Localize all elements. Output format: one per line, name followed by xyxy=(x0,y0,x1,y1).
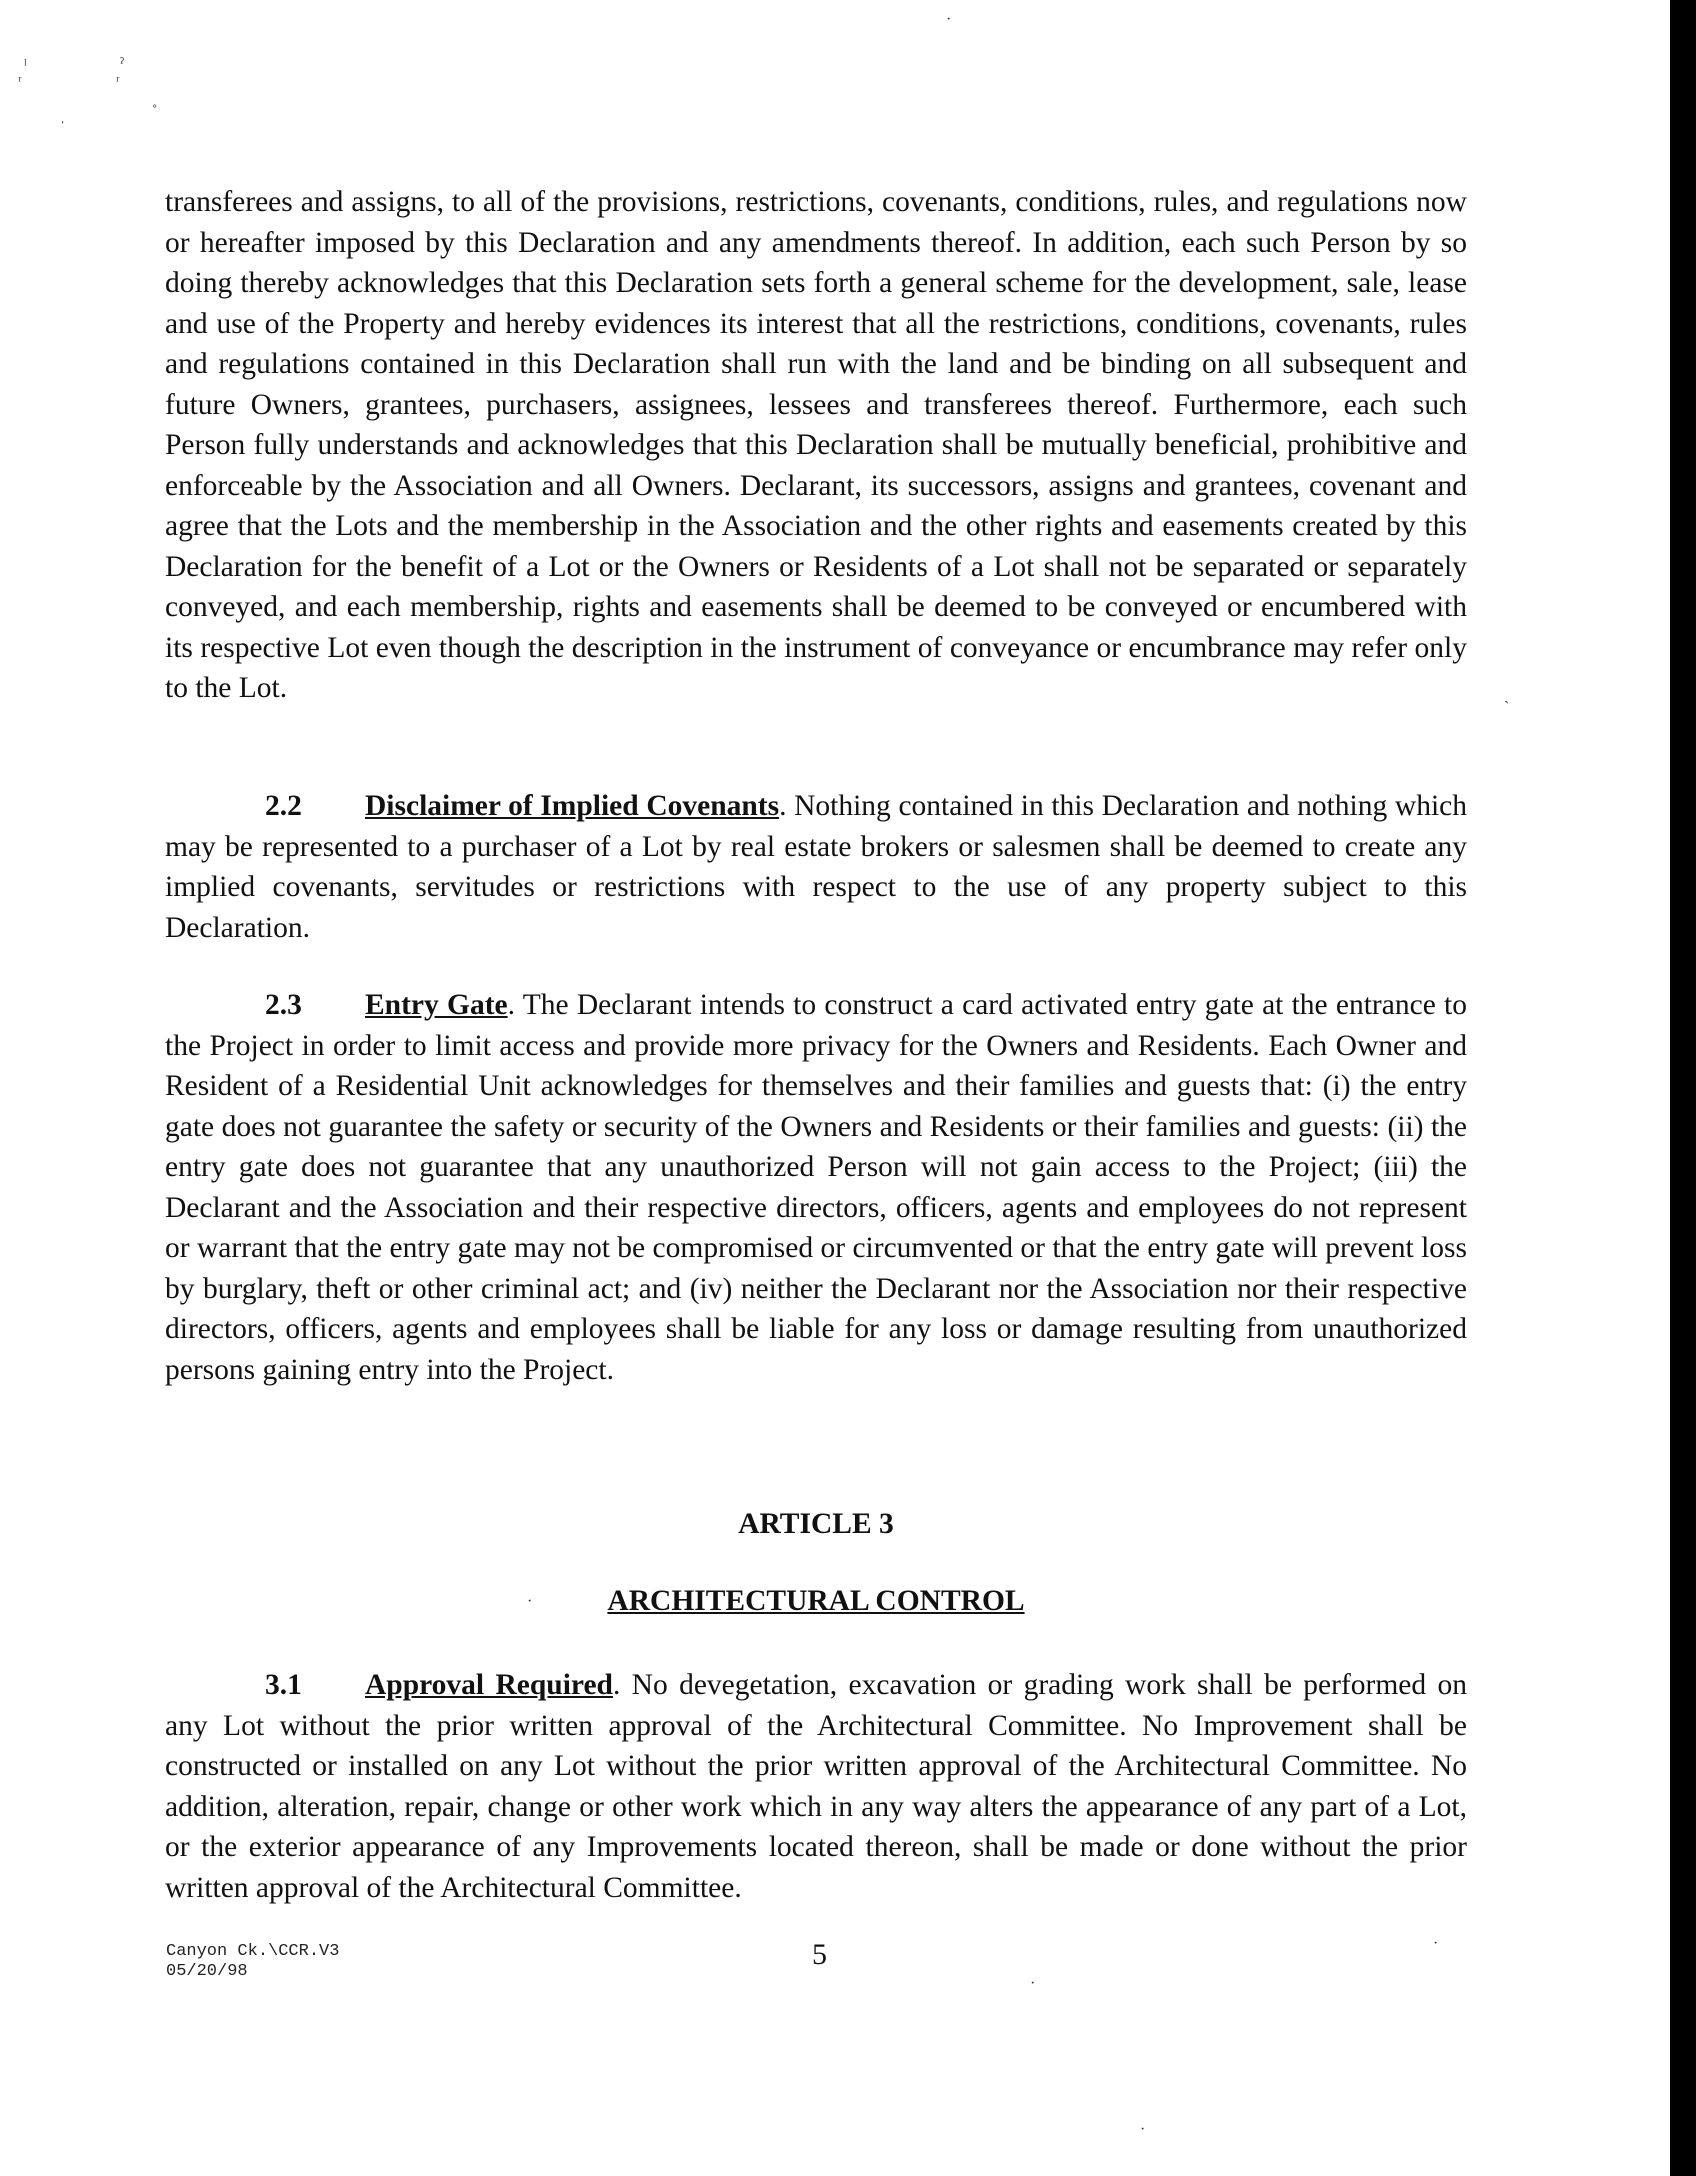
section-2-3-body: . The Declarant intends to construct a card activated entry gate at the entrance to the Project in order to limit access and provide more privacy for the Owners and Residents. Each Owner and Resident of a Residential Unit acknowledges for themselves and their families and guests that: (i) the entry gate does not guarantee the safety or security of the Owners and Residents or their families and guests: (ii) the entry gate does not guarantee that any unauthorized Person will not gain access to the Project; (iii) the Declarant and the Association and their respective directors, officers, agents and employees do not represent or warrant that the entry gate may not be compromised or circumvented or that the entry gate will prevent loss by burglary, theft or other criminal act; and (iv) neither the Declarant nor the Association nor their respective directors, officers, agents and employees shall be liable for any loss or damage resulting from unauthorized persons gaining entry into the Project. xyxy=(165,989,1467,1386)
article-heading: ARTICLE 3 xyxy=(738,1508,894,1540)
section-2-2-title: Disclaimer of Implied Covenants xyxy=(365,790,780,822)
paragraph-continuation: transferees and assigns, to all of the provisions, restrictions, covenants, conditions, rules, and regulations now or hereafter imposed by this Declaration and any amendments thereof. In addition, each such Person by so doing thereby acknowledges that this Declaration sets forth a general scheme for the development, sale, lease and use of the Property and hereby evidences its interest that all the restrictions, conditions, covenants, rules and regulations contained in this Declaration shall run with the land and be binding on all subsequent and future Owners, grantees, purchasers, assignees, lessees and transferees thereof. Furthermore, each such Person fully understands and acknowledges that this Declaration shall be mutually beneficial, prohibitive and enforceable by the Association and all Owners. Declarant, its successors, assigns and grantees, covenant and agree that the Lots and the membership in the Association and the other rights and easements created by this Declaration for the benefit of a Lot or the Owners or Residents of a Lot shall not be separated or separately conveyed, and each membership, rights and easements shall be deemed to be conveyed or encumbered with its respective Lot even though the description in the instrument of conveyance or encumbrance may refer only to the Lot. xyxy=(165,186,1467,704)
section-2-2-body: . Nothing contained in this Declaration and nothing which may be represented to a purchaser of a Lot by real estate brokers or salesmen shall be deemed to create any implied covenants, servitudes or restrictions with respect to the use of any property subject to this Declaration. xyxy=(165,790,1467,944)
article-title: ARCHITECTURAL CONTROL xyxy=(607,1585,1025,1617)
section-2-2-number: 2.2 xyxy=(265,790,302,822)
section-2-3-number: 2.3 xyxy=(265,989,302,1021)
section-2-3 xyxy=(165,985,1467,1390)
footer-file-reference xyxy=(166,1942,339,1982)
footer-file-ref-line1: Canyon Ck.\CCR.V3 xyxy=(166,1942,340,1961)
section-2-2 xyxy=(165,786,1467,948)
section-3-1 xyxy=(165,1665,1467,1908)
page-number: 5 xyxy=(812,1938,827,1971)
footer-file-ref-line2: 05/20/98 xyxy=(166,1962,248,1981)
section-3-1-body: . No devegetation, excavation or grading work shall be performed on any Lot without the prior written approval of the Architectural Committee. No Improvement shall be constructed or installed on any Lot without the prior written approval of the Architectural Committee. No addition, alteration, repair, change or other work which in any way alters the appearance of any part of a Lot, or the exterior appearance of any Improvements located thereon, shall be made or done without the prior written approval of the Architectural Committee. xyxy=(165,1669,1468,1904)
section-3-1-number: 3.1 xyxy=(265,1669,302,1701)
section-2-3-title: Entry Gate xyxy=(365,989,508,1021)
scan-edge-bar xyxy=(1670,0,1696,2176)
document-page: ˡ ˀ ʳ ʳ ˌ ˚ · ˎ · · · · transferees and assigns, to all of the provisions, restrictions, covenants, conditions, rules, and regulations now or hereafter imposed by this Declaration and any amendments thereof. In addition, each such Person by so doing thereby acknowledges that this Declaration sets forth a general scheme for the development, sale, lease and use of the Property and hereby evidences its interest that all the restrictions, conditions, covenants, rules and regulations contained in this Declaration shall run with the land and be binding on all subsequent and future Owners, grantees, purchasers, assignees, lessees and transferees thereof. Furthermore, each such Person fully understands and acknowledges that this Declaration shall be mutually beneficial, prohibitive and enforceable by the Association and all Owners. Declarant, its successors, assigns and grantees, covenant and agree that the Lots and the membership in the Association and the other rights and easements created by this Declaration for the benefit of a Lot or the Owners or Residents of a Lot shall not be separated or separately conveyed, and each membership, rights and easements shall be deemed to be conveyed or encumbered with its respective Lot even though the description in the instrument of conveyance or encumbrance may refer only to the Lot. 2.2 Disclaimer of Implied Covenants. Nothing contained in this Declaration and nothing which may be represented to a purchaser of a Lot by real estate brokers or salesmen shall be deemed to create any implied covenants, servitudes or restrictions with respect to the use of any property subject to this Declaration. 2.3 Entry Gate. The Declarant intends to construct a card activated entry gate at the entrance to the Project in order to limit access and provide more privacy for the Owners and Residents. Each Owner and Resident of a Residential Unit acknowledges for themselves and their families and guests that: (i) the entry gate does not guarantee the safety or security of the Owners and Residents or their families and guests: (ii) the entry gate does not guarantee that any unauthorized Person will not gain access to the Project; (iii) the Declarant and the Association and their respective directors, officers, agents and employees do not represent or warrant that the entry gate may not be compromised or circumvented or that the entry gate will prevent loss by burglary, theft or other criminal act; and (iv) neither the Declarant nor the Association nor their respective directors, officers, agents and employees shall be liable for any loss or damage resulting from unauthorized persons gaining entry into the Project. ARTICLE 3 ARCHITECTURAL CONTROL 3.1 Approval Required. No devegetation, excavation or grading work shall be performed on any Lot without the prior written approval of the Architectural Committee. No Improvement shall be constructed or installed on any Lot without the prior written approval of the Architectural Committee. No addition, alteration, repair, change or other work which in any way alters the appearance of any part of a Lot, or the exterior appearance of any Improvements located thereon, shall be made or done without the prior written approval of the Architectural Committee. Canyon Ck.\CCR.V3 05/20/98 5 xyxy=(0,0,1696,2176)
section-3-1-title: Approval Required xyxy=(365,1669,613,1701)
